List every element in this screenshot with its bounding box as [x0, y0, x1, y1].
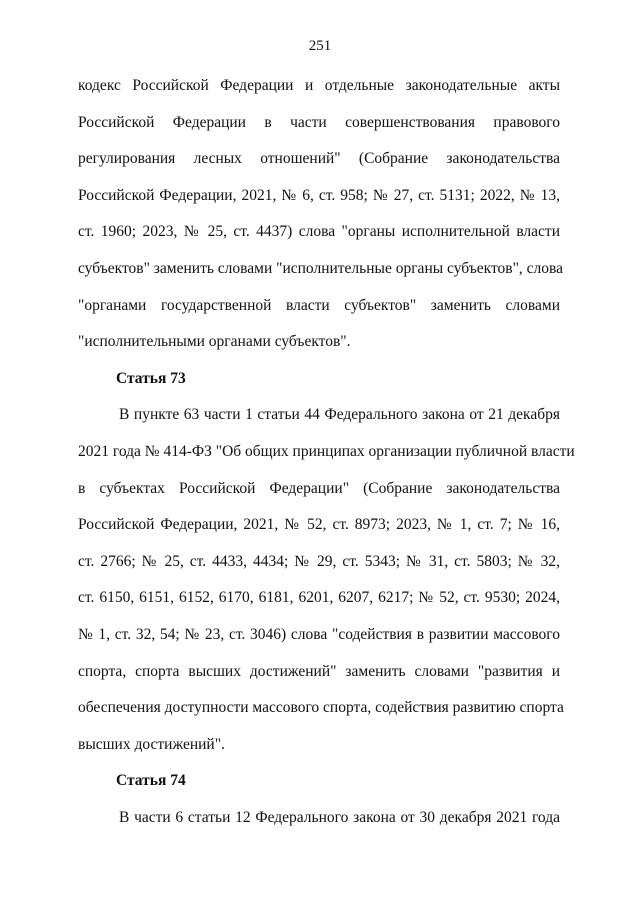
text-line: В части 6 статьи 12 Федерального закона от 30 декабря 2021 года — [119, 808, 560, 826]
text-line: 2021 года № 414-ФЗ "Об общих принципах организации публичной власти — [78, 442, 575, 460]
text-line: "исполнительными органами субъектов". — [78, 333, 351, 351]
article-paragraph — [78, 397, 575, 763]
text-line: ст. 6150, 6151, 6152, 6170, 6181, 6201, 6207, 6217; № 52, ст. 9530; 2024, — [78, 589, 560, 607]
text-line: в субъектах Российской Федерации" (Собрание законодательства — [78, 479, 560, 497]
text-line: "органами государственной власти субъектов" заменить словами — [78, 296, 560, 314]
text-line: спорта, спорта высших достижений" заменить словами "развития и — [78, 662, 560, 680]
text-line: Российской Федерации, 2021, № 6, ст. 958; № 27, ст. 5131; 2022, № 13, — [78, 186, 560, 204]
article-paragraph — [78, 800, 560, 837]
text-line: В пункте 63 части 1 статьи 44 Федерального закона от 21 декабря — [119, 406, 560, 424]
text-line: Российской Федерации, 2021, № 52, ст. 8973; 2023, № 1, ст. 7; № 16, — [78, 516, 560, 534]
document-body — [78, 68, 575, 836]
article-heading: Статья 74 — [116, 772, 186, 790]
text-line: регулирования лесных отношений" (Собрание законодательства — [78, 150, 560, 168]
text-line: субъектов" заменить словами "исполнительные органы субъектов", слова — [78, 259, 564, 277]
text-line: ст. 2766; № 25, ст. 4433, 4434; № 29, ст. 5343; № 31, ст. 5803; № 32, — [78, 552, 560, 570]
text-line: обеспечения доступности массового спорта, содействия развитию спорта — [78, 699, 564, 717]
article-heading: Статья 73 — [116, 369, 186, 387]
text-line: № 1, ст. 32, 54; № 23, ст. 3046) слова "содействия в развитии массового — [78, 625, 560, 643]
text-line: кодекс Российской Федерации и отдельные законодательные акты — [78, 77, 560, 94]
text-line: ст. 1960; 2023, № 25, ст. 4437) слова "органы исполнительной власти — [78, 223, 560, 241]
text-line: высших достижений". — [78, 735, 225, 753]
page-number: 251 — [308, 38, 332, 54]
paragraph-continuation — [78, 68, 564, 361]
text-line: Российской Федерации в части совершенствования правового — [78, 113, 560, 131]
